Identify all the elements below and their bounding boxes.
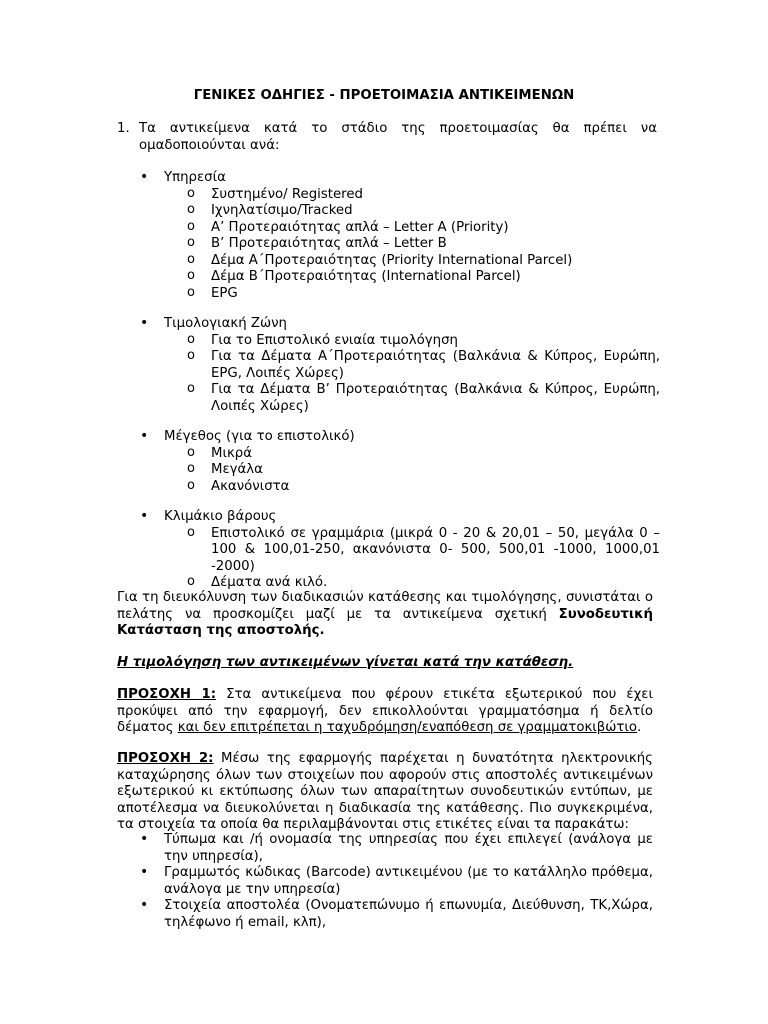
circle-bullet-icon: o — [187, 284, 195, 300]
invoice-text: Για τη διευκόλυνση των διαδικασιών κατάθεσης και τιμολόγησης, συνιστάται ο πελάτης να προσκομίζει μαζί με τα αντικείμενα σχετική — [117, 590, 653, 622]
sub-item — [187, 220, 660, 237]
sub-item — [187, 333, 660, 350]
circle-bullet-icon: o — [187, 444, 195, 460]
sub-item-text: EPG — [211, 285, 238, 301]
sub-item — [187, 462, 660, 479]
sub-item — [187, 253, 660, 270]
bullet-item — [140, 865, 653, 898]
circle-bullet-icon: o — [187, 524, 195, 540]
bullet-label: Κλιμάκιο βάρους — [164, 509, 277, 524]
invoice-paragraph — [117, 590, 653, 640]
circle-bullet-icon: o — [187, 251, 195, 267]
bullet-label: Υπηρεσία — [164, 170, 226, 185]
sub-list — [187, 446, 660, 496]
sub-item — [187, 269, 660, 286]
bullet-item — [140, 429, 660, 446]
sub-item-text: Επιστολικό σε γραμμάρια (μικρά 0 - 20 & 20,01 – 50, μεγάλα 0 – 100 & 100,01-250, ακανόνιστα 0- 500, 500,01 -1000, 1000,01 -2000) — [211, 525, 660, 574]
item-text: Τα αντικείμενα κατά το στάδιο της προετοιμασίας θα πρέπει να ομαδοποιούνται ανά: — [139, 121, 657, 153]
bullet-item — [140, 509, 660, 526]
circle-bullet-icon: o — [187, 477, 195, 493]
bullet-item — [140, 832, 653, 865]
circle-bullet-icon: o — [187, 574, 195, 589]
sub-item — [187, 286, 660, 303]
item-number: 1. — [117, 121, 130, 136]
sub-item-text: Β’ Προτεραιότητας απλά – Letter B — [211, 236, 447, 251]
sub-item-text: Δέματα ανά κιλό. — [211, 575, 328, 590]
bullet-label: Μέγεθος (για το επιστολικό) — [164, 429, 355, 444]
sub-item — [187, 349, 660, 382]
attention-1-end: . — [637, 720, 642, 735]
bullet-icon: • — [140, 428, 149, 444]
group-weight — [140, 509, 660, 592]
group-service — [140, 170, 660, 302]
sub-item-text: Για τα Δέματα Β’ Προτεραιότητας (Βαλκάνια & Κύπρος, Ευρώπη, Λοιπές Χώρες) — [211, 382, 660, 414]
bullet-icon: • — [140, 315, 149, 331]
bullet-text: Γραμμωτός κώδικας (Barcode) αντικειμένου (με το κατάλληλο πρόθεμα, ανάλογα με την υπηρεσία) — [164, 865, 653, 897]
bullet-icon: • — [140, 169, 149, 185]
attention-1-underlined: και δεν επιτρέπεται η ταχυδρόμηση/εναπόθεση σε γραμματοκιβώτιο — [177, 720, 638, 735]
bullet-item — [140, 316, 660, 333]
sub-item — [187, 236, 660, 253]
circle-bullet-icon: o — [187, 461, 195, 476]
circle-bullet-icon: o — [187, 268, 195, 283]
sub-list — [187, 333, 660, 416]
attention-2-text: Μέσω της εφαρμογής παρέχεται η δυνατότητα ηλεκτρονικής καταχώρησης όλων των στοιχείων που αφορούν στις αποστολές αντικειμένων εξωτερικού κι εκτύπωσης όλων των απαραίτητων συνοδευτικών εντύπων, με αποτέλεσμα να διευκολύνεται η διαδικασία της κατάθεσης. Πιο συγκεκριμένα, τα στοιχεία τα οποία θα περιλαμβάνονται στις ετικέτες είναι τα παρακάτω: — [117, 751, 653, 832]
circle-bullet-icon: o — [187, 185, 195, 201]
label-contents-list — [140, 832, 653, 931]
numbered-item-1 — [117, 121, 657, 154]
circle-bullet-icon: o — [187, 331, 195, 347]
sub-item-text: Για τα Δέματα Α΄Προτεραιότητας (Βαλκάνια & Κύπρος, Ευρώπη, EPG, Λοιπές Χώρες) — [211, 349, 660, 381]
sub-item-text: Ακανόνιστα — [211, 478, 290, 494]
bullet-item — [140, 170, 660, 187]
sub-item — [187, 203, 660, 220]
circle-bullet-icon: o — [187, 235, 195, 250]
bullet-icon: • — [140, 864, 149, 880]
sub-item — [187, 187, 660, 204]
sub-item-text: Δέμα Α΄Προτεραιότητας (Priority International Parcel) — [211, 252, 573, 268]
sub-item-text: Ιχνηλατίσιμο/Tracked — [211, 203, 353, 218]
bullet-label: Τιμολογιακή Ζώνη — [164, 316, 287, 331]
circle-bullet-icon: o — [187, 381, 195, 396]
group-size — [140, 429, 660, 495]
bullet-icon: • — [140, 508, 149, 524]
circle-bullet-icon: o — [187, 218, 195, 234]
bullet-text: Τύπωμα και /ή ονομασία της υπηρεσίας που έχει επιλεγεί (ανάλογα με την υπηρεσία), — [164, 832, 653, 864]
bullet-item — [140, 898, 653, 931]
sub-item-text: Μεγάλα — [211, 462, 263, 477]
sub-item — [187, 446, 660, 463]
attention-1 — [117, 687, 653, 737]
sub-item-text: Για το Επιστολικό ενιαία τιμολόγηση — [211, 332, 458, 348]
bullet-icon: • — [140, 831, 149, 847]
sub-item-text: Δέμα Β΄Προτεραιότητας (International Parcel) — [211, 269, 521, 284]
accompanying-statement: Συνοδευτική Κατάσταση της αποστολής. — [117, 606, 653, 638]
attention-2-label: ΠΡΟΣΟΧΗ 2: — [117, 751, 214, 766]
invoice-note-text: Η τιμολόγηση των αντικειμένων γίνεται κατά την κατάθεση. — [117, 655, 574, 670]
sub-list — [187, 187, 660, 303]
attention-1-label: ΠΡΟΣΟΧΗ 1: — [117, 687, 217, 702]
sub-item-text: Α’ Προτεραιότητας απλά – Letter A (Priority) — [211, 219, 509, 235]
sub-item — [187, 479, 660, 496]
sub-item-text: Συστημένο/ Registered — [211, 186, 363, 202]
circle-bullet-icon: o — [187, 348, 195, 363]
sub-item — [187, 382, 660, 415]
group-price-zone — [140, 316, 660, 415]
attention-1-text: Στα αντικείμενα που φέρουν ετικέτα εξωτερικού που έχει προκύψει από την εφαρμογή, δεν επικολλούνται γραμματόσημα ή δελτίο δέματος — [117, 687, 653, 735]
document-title: ΓΕΝΙΚΕΣ ΟΔΗΓΙΕΣ - ΠΡΟΕΤΟΙΜΑΣΙΑ ΑΝΤΙΚΕΙΜΕΝΩΝ — [193, 88, 575, 103]
attention-2 — [117, 751, 653, 834]
sub-item-text: Μικρά — [211, 445, 253, 461]
circle-bullet-icon: o — [187, 202, 195, 217]
invoice-note — [117, 655, 653, 672]
sub-item — [187, 526, 660, 576]
bullet-text: Στοιχεία αποστολέα (Ονοματεπώνυμο ή επωνυμία, Διεύθυνση, ΤΚ,Χώρα, τηλέφωνο ή email, κλπ), — [164, 898, 653, 930]
bullet-icon: • — [140, 897, 149, 913]
sub-list — [187, 526, 660, 592]
